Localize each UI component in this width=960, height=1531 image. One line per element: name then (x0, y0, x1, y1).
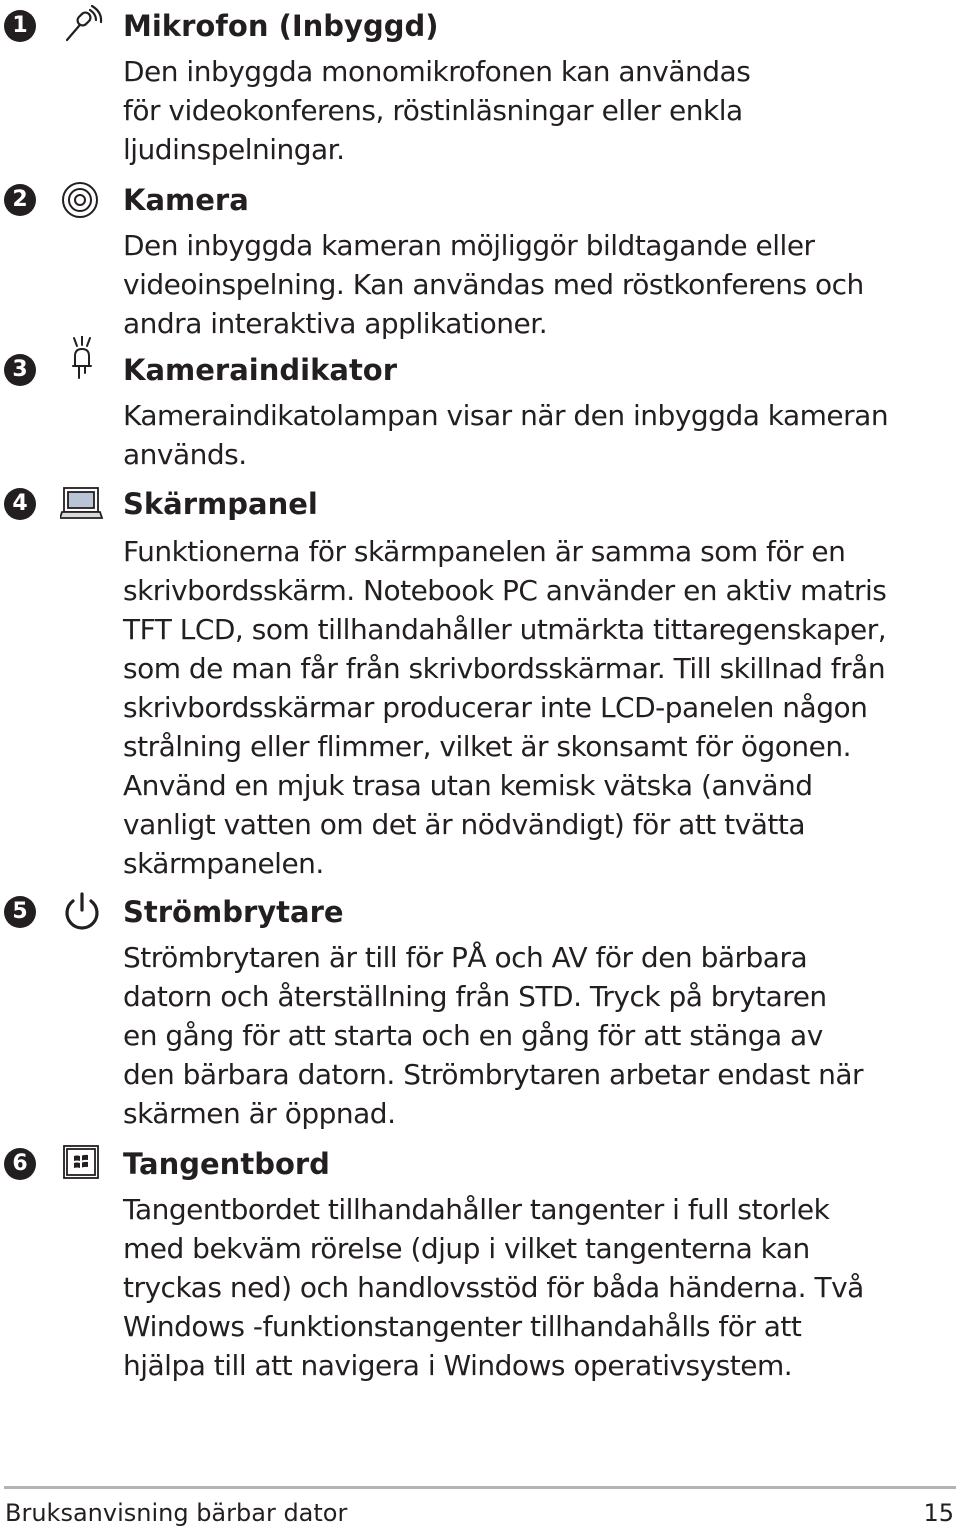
item-description (123, 226, 923, 343)
item-number-badge: 1 (4, 10, 36, 42)
microphone-icon (60, 4, 104, 48)
description-line: en gång för att starta och en gång för att stänga av (123, 1019, 823, 1052)
description-line: Den inbyggda kameran möjliggör bildtagande eller (123, 229, 815, 262)
item-description (123, 52, 923, 169)
description-line: med bekväm rörelse (djup i vilket tangenterna kan (123, 1232, 810, 1265)
description-line: TFT LCD, som tillhandahåller utmärkta tittaregenskaper, (123, 613, 887, 646)
item-number-badge: 4 (4, 488, 36, 520)
description-line: som de man får från skrivbordsskärmar. Till skillnad från (123, 652, 886, 685)
item-number-badge: 3 (4, 354, 36, 386)
page-number: 15 (923, 1499, 954, 1527)
display-panel-icon (60, 482, 104, 526)
description-line: skärmpanelen. (123, 847, 324, 880)
keyboard-windows-key-icon (60, 1142, 104, 1186)
item-description (123, 396, 923, 474)
item-title: Kamera (123, 183, 249, 217)
description-line: Tangentbordet tillhandahåller tangenter i full storlek (123, 1193, 830, 1226)
item-description (123, 938, 923, 1133)
camera-icon (60, 178, 104, 222)
item-number-badge: 2 (4, 184, 36, 216)
description-line: Använd en mjuk trasa utan kemisk vätska (använd (123, 769, 813, 802)
description-line: skrivbordsskärmar producerar inte LCD-panelen någon (123, 691, 868, 724)
item-title: Mikrofon (Inbyggd) (123, 9, 439, 43)
description-line: skrivbordsskärm. Notebook PC använder en aktiv matris (123, 574, 887, 607)
indicator-lamp-icon (60, 336, 104, 392)
description-line: andra interaktiva applikationer. (123, 307, 548, 340)
description-line: tryckas ned) och handlovsstöd för båda händerna. Två (123, 1271, 864, 1304)
item-title: Skärmpanel (123, 487, 318, 521)
description-line: Funktionerna för skärmpanelen är samma som för en (123, 535, 846, 568)
item-description (123, 1190, 923, 1385)
footer-title: Bruksanvisning bärbar dator (5, 1499, 348, 1527)
description-line: ljudinspelningar. (123, 133, 345, 166)
description-line: datorn och återställning från STD. Tryck på brytaren (123, 980, 827, 1013)
description-line: skärmen är öppnad. (123, 1097, 396, 1130)
description-line: används. (123, 438, 247, 471)
item-number-badge: 6 (4, 1148, 36, 1180)
item-title: Tangentbord (123, 1147, 330, 1181)
description-line: den bärbara datorn. Strömbrytaren arbetar endast när (123, 1058, 864, 1091)
description-line: Kameraindikatolampan visar när den inbyggda kameran (123, 399, 889, 432)
description-line: vanligt vatten om det är nödvändigt) för att tvätta (123, 808, 805, 841)
description-line: hjälpa till att navigera i Windows operativsystem. (123, 1349, 793, 1382)
item-description (123, 532, 923, 883)
footer-divider (4, 1486, 956, 1489)
power-icon (60, 890, 104, 934)
description-line: Den inbyggda monomikrofonen kan användas (123, 55, 751, 88)
item-title: Kameraindikator (123, 353, 398, 387)
description-line: för videokonferens, röstinläsningar eller enkla (123, 94, 743, 127)
item-title: Strömbrytare (123, 895, 344, 929)
description-line: strålning eller flimmer, vilket är skonsamt för ögonen. (123, 730, 852, 763)
description-line: videoinspelning. Kan användas med röstkonferens och (123, 268, 864, 301)
description-line: Windows -funktionstangenter tillhandahålls för att (123, 1310, 802, 1343)
item-number-badge: 5 (4, 896, 36, 928)
description-line: Strömbrytaren är till för PÅ och AV för den bärbara (123, 941, 808, 974)
